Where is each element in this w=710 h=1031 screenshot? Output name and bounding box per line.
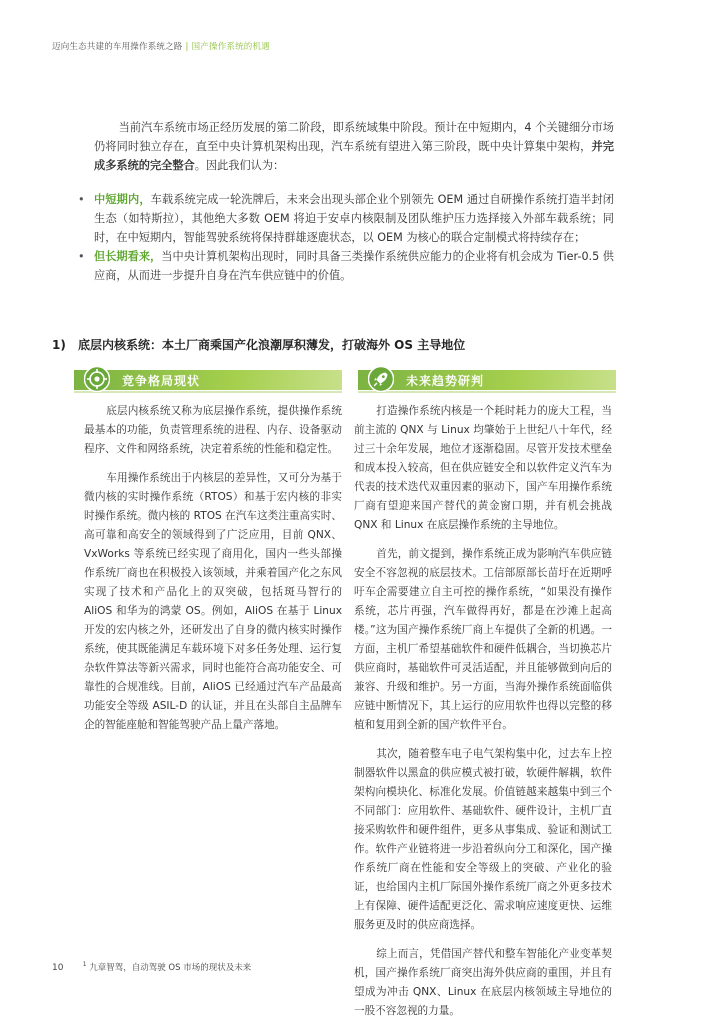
- bullet-highlight: 但长期看来，: [94, 250, 162, 263]
- intro-text: 当前汽车系统市场正经历发展的第二阶段，即系统域集中阶段。预计在中短期内，4 个关键细分市场仍将同时独立存在，直至中央计算机架构出现，汽车系统有望进入第三阶段，既中央计算集中架构，: [94, 121, 614, 153]
- paragraph: 打造操作系统内核是一个耗时耗力的庞大工程，当前主流的 QNX 与 Linux 均肇始于上世纪八十年代，经过三十余年发展，地位才逐渐稳固。尽管开发技术壁垒和成本投入较高，但在供应链安全和以软件定义汽车为代表的技术迭代双重因素的驱动下，国产车用操作系统厂商有望迎来国产替代的黄金窗口期，并有机会挑战 QNX 和 Linux 在底层操作系统的主导地位。: [354, 405, 612, 531]
- bullet-list: [78, 190, 614, 285]
- bullet-dot: •: [78, 193, 85, 206]
- bullet-item: [78, 247, 614, 285]
- paragraph: 底层内核系统又称为底层操作系统，提供操作系统最基本的功能，负责管理系统的进程、内存、设备驱动程序、文件和网络系统，决定着系统的性能和稳定性。: [84, 405, 342, 455]
- paragraph: 综上而言，凭借国产替代和整车智能化产业变革契机，国产操作系统厂商突出海外供应商的重围，并且有望成为冲击 QNX、Linux 在底层内核领域主导地位的一股不容忽视的力量。: [354, 948, 612, 1017]
- banner-label: 竞争格局现状: [122, 374, 201, 388]
- bullet-dot: •: [78, 250, 85, 263]
- running-header: [52, 40, 270, 52]
- target-icon: [84, 366, 110, 392]
- paragraph: 其次，随着整车电子电气架构集中化，过去车上控制器软件以黑盒的供应模式被打破，软硬件解耦，软件架构向模块化、标准化发展。价值链越来越集中到三个不同部门：应用软件、基础软件、硬件设计，主机厂直接采购软件和硬件组件，更多从事集成、验证和测试工作。软件产业链将进一步沿着纵向分工和深化，国产操作系统厂商在性能和安全等级上的突破、产业化的验证，也给国内主机厂际国外操作系统厂商之外更多技术上有保障、硬件适配更泛化、需求响应速度更快、运维服务更及时的供应商选择。: [354, 748, 612, 931]
- banner-competition: [74, 364, 342, 394]
- bullet-highlight: 中短期内，: [94, 193, 151, 206]
- banner-bar: [358, 370, 616, 390]
- section-number: 1): [52, 338, 66, 352]
- intro-paragraph: [94, 118, 614, 175]
- banner-trend: [358, 364, 616, 394]
- paragraph: 车用操作系统出于内核层的差异性，又可分为基于微内核的实时操作系统（RTOS）和基于宏内核的非实时操作系统。微内核的 RTOS 在汽车这类注重高实时、高可靠和高安全的领域得到了广泛应用，目前 QNX、VxWorks 等系统已经实现了商用化，国内一些头部操作系统厂商也在积极投入该领域，并乘着国产化之东风实现了技术和产品化上的双突破，包括斑马智行的 AliOS 和华为的鸿蒙 OS。例如，AliOS 在基于 Linux 开发的宏内核之外，还研发出了自身的微内核实时操作系统，使其既能满足车载环境下对多任务处理、运行复杂软件算法等新兴需求，同时也能符合高功能安全、可靠性的合规准线。目前，AliOS 已经通过汽车产品最高功能安全等级 ASIL-D 的认证，并且在头部自主品牌车企的智能座舱和智能驾驶产品上量产落地。: [84, 472, 342, 731]
- banner-label: 未来趋势研判: [406, 374, 485, 388]
- paragraph: 首先，前文提到，操作系统正成为影响汽车供应链安全不容忽视的底层技术。工信部原部长苗圩在近期呼吁车企需要建立自主可控的操作系统，“如果没有操作系统，芯片再强，汽车做得再好，都是在沙滩上起高楼。”这为国产操作系统厂商上车提供了全新的机遇。一方面，主机厂希望基础软件和硬件低耦合，当切换芯片供应商时，基础软件可灵活适配，并且能够做到向后的兼容、升级和维护。另一方面，当海外操作系统面临供应链中断情况下，其上运行的应用软件也得以完整的移植和复用到全新的国产软件平台。: [354, 548, 612, 731]
- bullet-item: [78, 190, 614, 247]
- page-footer: [52, 961, 251, 973]
- footnote-text: 九章智驾，自动驾驶 OS 市场的现状及未来: [89, 963, 252, 973]
- intro-text-end: 。因此我们认为：: [194, 159, 285, 172]
- section-title: 底层内核系统：本土厂商乘国产化浪潮厚积薄发，打破海外 OS 主导地位: [78, 338, 466, 352]
- header-section: 国产操作系统的机遇: [191, 42, 270, 52]
- page-number: 10: [52, 963, 64, 973]
- rocket-icon: [368, 366, 394, 392]
- intro-emphasis: 并完成多系统的完全整合: [94, 140, 614, 172]
- left-column: [84, 402, 342, 745]
- bullet-text: 当中央计算机架构出现时，同时具备三类操作系统供应能力的企业将有机会成为 Tier-0.5 供应商，从而进一步提升自身在汽车供应链中的价值。: [94, 250, 614, 282]
- footnote-mark: 1: [82, 961, 87, 969]
- bullet-text: 车载系统完成一轮洗牌后，未来会出现头部企业个别领先 OEM 通过自研操作系统打造半封闭生态（如特斯拉），其他绝大多数 OEM 将迫于安卓内核限制及团队维护压力选择接入外部车载系统；同时，在中短期内，智能驾驶系统将保持群雄逐鹿状态，以 OEM 为核心的联合定制模式将持续存在；: [94, 193, 614, 244]
- right-column: [354, 402, 612, 1031]
- banner-bar: [74, 370, 342, 390]
- section-heading: [52, 336, 465, 353]
- report-title: 迈向生态共建的车用操作系统之路: [52, 42, 183, 52]
- footnote: [83, 963, 252, 973]
- header-separator: |: [185, 42, 189, 52]
